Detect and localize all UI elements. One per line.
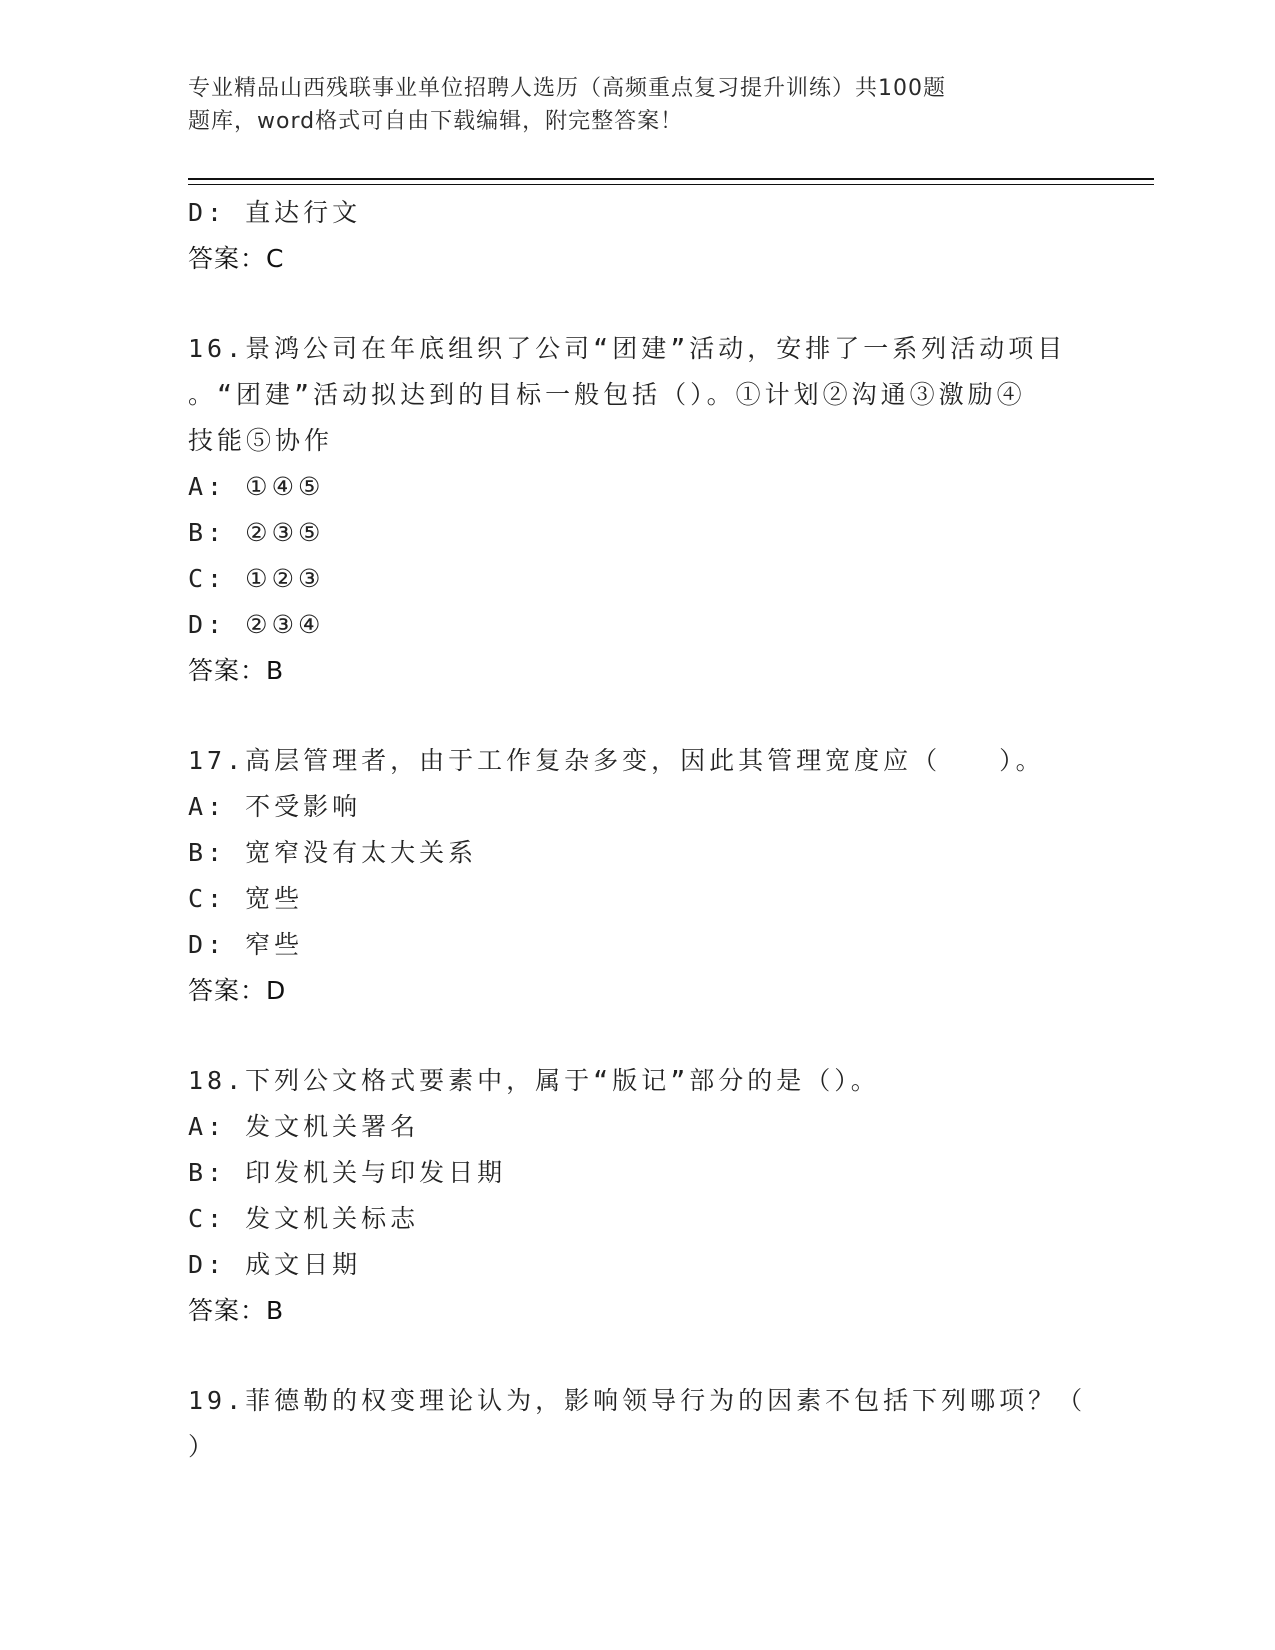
option-d: D: ②③④ [188,610,325,639]
option-c: C: 宽些 [188,884,304,913]
question-stem-continued: 技能⑤协作 [188,426,334,455]
option-a: A: 不受影响 [188,792,362,821]
option-c: C: ①②③ [188,564,325,593]
question-stem: 16.景鸿公司在年底组织了公司“团建”活动，安排了一系列活动项目 [188,334,1067,363]
question-content [188,190,1088,1470]
answer-line: 答案：B [188,656,285,685]
option-a: A: ①④⑤ [188,472,325,501]
question-17 [188,738,1088,1014]
question-18 [188,1058,1088,1334]
question-stem: 19.菲德勒的权变理论认为，影响领导行为的因素不包括下列哪项？（ [188,1386,1087,1415]
question-stem-continued: ） [188,1432,218,1461]
option-a: A: 发文机关署名 [188,1112,420,1141]
option-c: C: 发文机关标志 [188,1204,420,1233]
option-d: D: 直达行文 [188,198,362,227]
header-divider-thick [188,178,1154,180]
question-stem: 18.下列公文格式要素中，属于“版记”部分的是（）。 [188,1066,880,1095]
option-d: D: 成文日期 [188,1250,362,1279]
header-title-line-2: 题库，word格式可自由下载编辑，附完整答案！ [188,109,684,134]
option-b: B: ②③⑤ [188,518,325,547]
option-b: B: 宽窄没有太大关系 [188,838,478,867]
question-stem: 17.高层管理者，由于工作复杂多变，因此其管理宽度应（ ）。 [188,746,1045,775]
header-divider-thin [188,184,1154,185]
document-header [188,72,1068,138]
question-15-tail [188,190,1088,282]
header-title-line-1: 专业精品山西残联事业单位招聘人选历（高频重点复习提升训练）共100题 [188,76,946,101]
option-b: B: 印发机关与印发日期 [188,1158,507,1187]
answer-line: 答案：D [188,976,287,1005]
answer-line: 答案：B [188,1296,285,1325]
question-16 [188,326,1088,694]
option-d: D: 窄些 [188,930,304,959]
question-19 [188,1378,1088,1470]
question-stem-continued: 。“团建”活动拟达到的目标一般包括（）。①计划②沟通③激励④ [188,380,1026,409]
answer-line: 答案：C [188,244,285,273]
